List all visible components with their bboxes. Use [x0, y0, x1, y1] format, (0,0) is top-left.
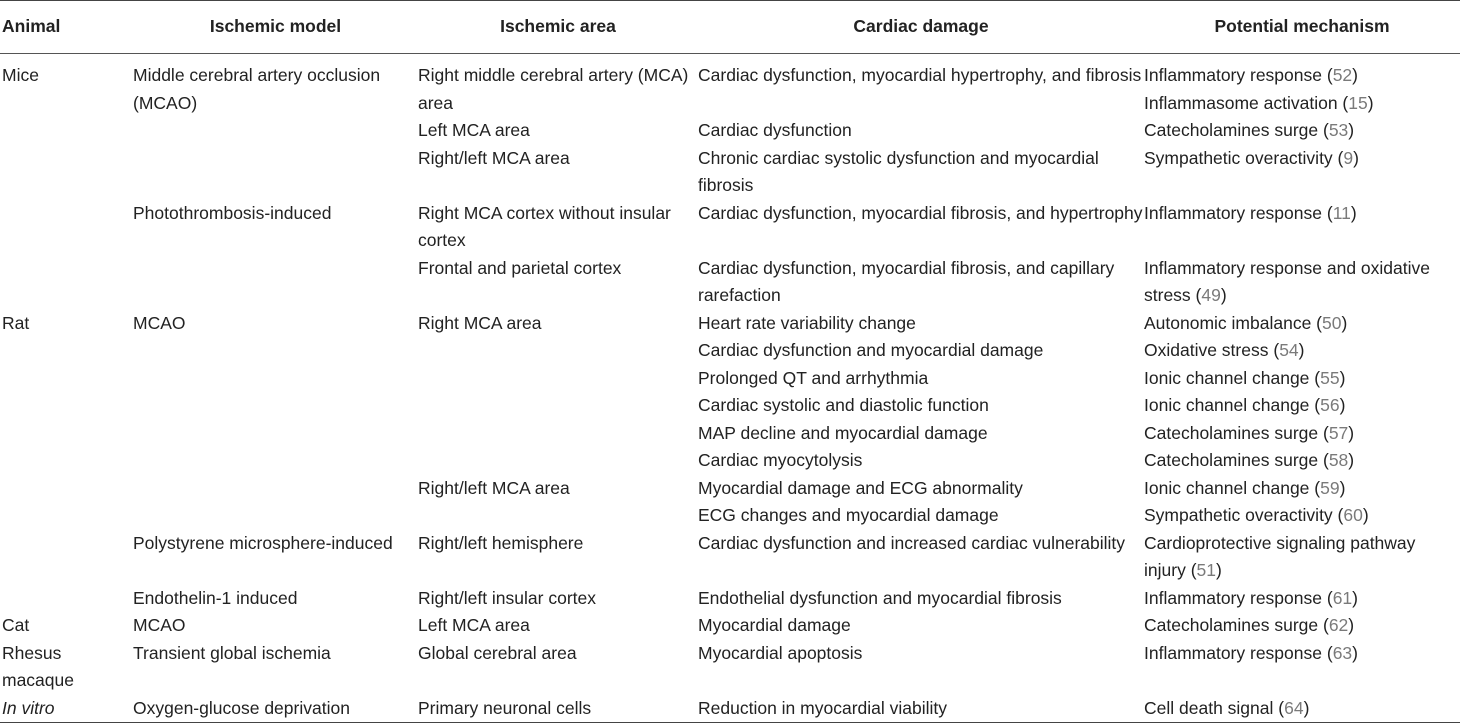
cell-ischemic-model: [133, 365, 418, 393]
cell-ischemic-model: [133, 502, 418, 530]
cell-ischemic-area: Primary neuronal cells: [418, 695, 698, 723]
cell-cardiac-damage: Heart rate variability change: [698, 312, 916, 333]
cell-potential-mechanism: Autonomic imbalance (50): [1144, 312, 1348, 333]
cell-ischemic-area: Right/left hemisphere: [418, 532, 584, 553]
cell-ischemic-area: Right/left MCA area: [418, 477, 570, 498]
cell-animal: [0, 502, 133, 530]
reference-link[interactable]: 64: [1284, 697, 1304, 718]
table-row: [0, 145, 1460, 200]
cell-ischemic-area: Right MCA cortex without insular cortex: [418, 202, 671, 250]
reference-link[interactable]: 50: [1322, 312, 1342, 333]
table-row: [0, 54, 1460, 118]
table-row: [0, 612, 1460, 640]
reference-link[interactable]: 9: [1343, 147, 1354, 168]
header-ischemic-model: Ischemic model: [133, 1, 418, 54]
cell-potential-mechanism: Inflammatory response (63): [1144, 642, 1358, 663]
reference-link[interactable]: 61: [1332, 587, 1353, 608]
cell-cardiac-damage: Endothelial dysfunction and myocardial fibrosis: [698, 587, 1062, 608]
header-ischemic-area: Ischemic area: [418, 1, 698, 54]
cell-ischemic-model: Photothrombosis-induced: [133, 202, 332, 223]
cell-ischemic-area: [418, 392, 698, 420]
cell-cardiac-damage: Prolonged QT and arrhythmia: [698, 367, 929, 388]
header-cardiac-damage: Cardiac damage: [698, 1, 1144, 54]
table-row: [0, 640, 1460, 695]
cell-potential-mechanism: Inflammatory response and oxidative stress (49): [1144, 257, 1430, 305]
cell-animal: Rhesus macaque: [2, 642, 74, 690]
cell-animal: [0, 585, 133, 613]
reference-link[interactable]: 56: [1320, 395, 1340, 415]
cell-cardiac-damage: Cardiac dysfunction and myocardial damage: [698, 340, 1044, 360]
reference-link[interactable]: 53: [1328, 120, 1349, 140]
cell-cardiac-damage: Cardiac dysfunction, myocardial fibrosis, and hypertrophy: [698, 202, 1143, 223]
cell-animal: [0, 337, 133, 365]
cell-animal: [0, 117, 133, 145]
table-row: [0, 530, 1460, 585]
cell-ischemic-model: [133, 420, 418, 448]
header-animal: Animal: [0, 1, 133, 54]
reference-link[interactable]: 63: [1332, 642, 1353, 663]
cell-animal: [0, 200, 133, 255]
cell-animal: [0, 447, 133, 475]
reference-link[interactable]: 49: [1201, 285, 1221, 305]
table-row: [0, 585, 1460, 613]
cell-ischemic-area: [418, 502, 698, 530]
cell-animal: [0, 530, 133, 585]
reference-link[interactable]: 60: [1343, 505, 1363, 525]
cell-ischemic-model: [133, 337, 418, 365]
cell-ischemic-model: [133, 255, 418, 310]
cell-animal: [0, 392, 133, 420]
cell-cardiac-damage: Cardiac dysfunction, myocardial hypertrophy, and fibrosis: [698, 65, 1142, 85]
cell-cardiac-damage: Cardiac dysfunction, myocardial fibrosis, and capillary rarefaction: [698, 257, 1115, 305]
cell-potential-mechanism: Cardioprotective signaling pathway injury (51): [1144, 532, 1416, 580]
table-row: [0, 337, 1460, 365]
cell-cardiac-damage: Cardiac systolic and diastolic function: [698, 395, 989, 415]
cell-cardiac-damage: Cardiac dysfunction and increased cardiac vulnerability: [698, 532, 1126, 553]
header-row: [0, 1, 1460, 54]
cell-ischemic-model: Polystyrene microsphere-induced: [133, 532, 393, 553]
cell-potential-mechanism: Inflammatory response (11): [1144, 202, 1357, 223]
cell-animal: [0, 475, 133, 503]
cell-ischemic-model: [133, 392, 418, 420]
cell-ischemic-model: [133, 117, 418, 145]
cell-potential-mechanism: Sympathetic overactivity (60): [1144, 505, 1369, 525]
cell-potential-mechanism: Catecholamines surge (57): [1144, 422, 1355, 443]
table-row: [0, 447, 1460, 475]
reference-link[interactable]: 58: [1328, 450, 1349, 470]
cell-potential-mechanism: Catecholamines surge (62): [1144, 615, 1355, 635]
cell-ischemic-area: Global cerebral area: [418, 642, 577, 663]
cell-potential-mechanism: Ionic channel change (55): [1144, 367, 1346, 388]
table-row: [0, 392, 1460, 420]
cell-ischemic-model: MCAO: [133, 312, 186, 333]
reference-link[interactable]: 62: [1328, 615, 1349, 635]
cell-ischemic-area: Left MCA area: [418, 120, 530, 140]
reference-link[interactable]: 52: [1332, 65, 1353, 85]
table-row: [0, 695, 1460, 723]
cell-cardiac-damage: Myocardial damage: [698, 615, 851, 635]
cell-cardiac-damage: Cardiac dysfunction: [698, 120, 852, 140]
header-potential-mechanism: Potential mechanism: [1144, 1, 1460, 54]
cell-ischemic-area: Frontal and parietal cortex: [418, 257, 622, 278]
cell-animal: [0, 420, 133, 448]
cell-cardiac-damage: Reduction in myocardial viability: [698, 695, 1144, 723]
cell-cardiac-damage: Myocardial damage and ECG abnormality: [698, 477, 1023, 498]
table-row: [0, 117, 1460, 145]
reference-link[interactable]: 57: [1328, 422, 1349, 443]
cell-ischemic-area: [418, 420, 698, 448]
cell-ischemic-area: [418, 365, 698, 393]
cell-potential-mechanism: Inflammatory response (61): [1144, 587, 1358, 608]
cell-ischemic-model: [133, 475, 418, 503]
cell-ischemic-model: [133, 447, 418, 475]
cell-animal: [0, 365, 133, 393]
reference-link[interactable]: 11: [1332, 202, 1351, 223]
cell-potential-mechanism: Catecholamines surge (53): [1144, 120, 1355, 140]
cell-potential-mechanism: Sympathetic overactivity (9): [1144, 147, 1359, 168]
cell-animal: Mice: [2, 65, 39, 85]
cell-ischemic-model: Middle cerebral artery occlusion (MCAO): [133, 65, 381, 113]
reference-link[interactable]: 54: [1279, 340, 1299, 360]
cell-potential-mechanism: Cell death signal (64): [1144, 695, 1460, 723]
cell-potential-mechanism: Oxidative stress (54): [1144, 340, 1305, 360]
cell-ischemic-model: MCAO: [133, 615, 186, 635]
cell-ischemic-model: Transient global ischemia: [133, 642, 331, 663]
cell-animal: In vitro: [0, 695, 133, 723]
cell-potential-mechanism: Catecholamines surge (58): [1144, 450, 1355, 470]
cell-ischemic-model: Endothelin-1 induced: [133, 587, 298, 608]
cell-animal: Rat: [2, 312, 30, 333]
table-row: [0, 502, 1460, 530]
cell-cardiac-damage: ECG changes and myocardial damage: [698, 505, 999, 525]
cell-potential-mechanism: Inflammatory response (52) Inflammasome activation (15): [1144, 65, 1374, 113]
cell-ischemic-area: Right/left insular cortex: [418, 587, 596, 608]
table-row: [0, 310, 1460, 338]
cell-ischemic-area: Left MCA area: [418, 615, 530, 635]
table-row: [0, 255, 1460, 310]
reference-link[interactable]: 55: [1320, 367, 1340, 388]
cell-ischemic-area: Right middle cerebral artery (MCA) area: [418, 65, 689, 113]
table-row: [0, 365, 1460, 393]
reference-link[interactable]: 15: [1348, 92, 1368, 113]
cell-animal: [0, 255, 133, 310]
cell-ischemic-model: Oxygen-glucose deprivation: [133, 695, 418, 723]
cell-cardiac-damage: MAP decline and myocardial damage: [698, 422, 988, 443]
cell-potential-mechanism: Ionic channel change (59): [1144, 477, 1346, 498]
table-row: [0, 200, 1460, 255]
cell-cardiac-damage: Chronic cardiac systolic dysfunction and myocardial fibrosis: [698, 147, 1099, 195]
cell-potential-mechanism: Ionic channel change (56): [1144, 395, 1346, 415]
table-row: [0, 420, 1460, 448]
cell-ischemic-area: Right/left MCA area: [418, 147, 570, 168]
table-row: [0, 475, 1460, 503]
cell-ischemic-model: [133, 145, 418, 200]
cell-animal: Cat: [2, 615, 30, 635]
cell-animal: [0, 145, 133, 200]
cell-cardiac-damage: Cardiac myocytolysis: [698, 450, 863, 470]
cell-cardiac-damage: Myocardial apoptosis: [698, 642, 863, 663]
cell-ischemic-area: [418, 337, 698, 365]
cell-ischemic-area: Right MCA area: [418, 312, 542, 333]
reference-link[interactable]: 59: [1320, 477, 1340, 498]
cell-ischemic-area: [418, 447, 698, 475]
reference-link[interactable]: 51: [1196, 560, 1216, 580]
